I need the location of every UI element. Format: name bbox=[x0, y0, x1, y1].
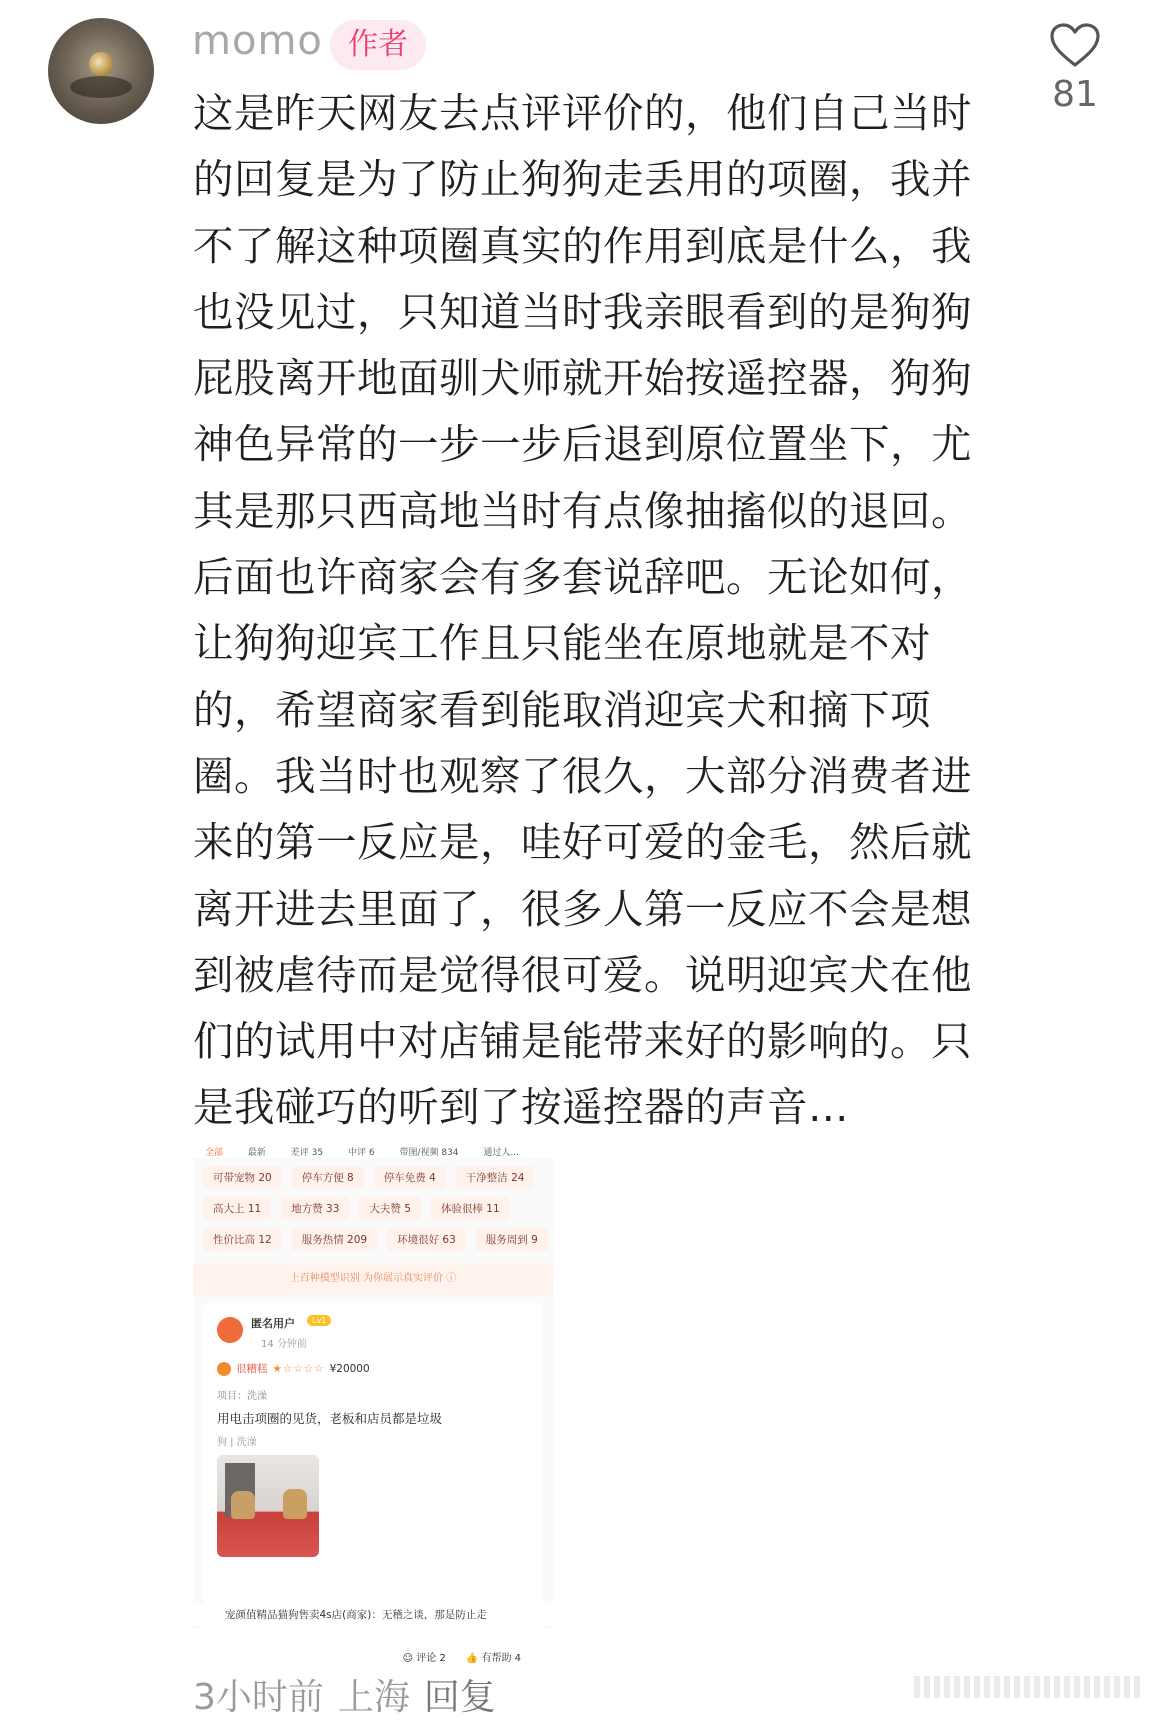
comment-meta bbox=[193, 1677, 510, 1718]
tab-all: 全部 bbox=[205, 1148, 224, 1158]
review-photo bbox=[217, 1455, 319, 1557]
tag: 性价比高 12 bbox=[203, 1228, 282, 1251]
comment-text: 这是昨天网友去点评评价的，他们自己当时 的回复是为了防止狗狗走丢用的项圈，我并 不了解这种项圈真实的作用到底是什么，我 也没见过，只知道当时我亲眼看到的是狗狗 屁股离开地面驯犬师就开始按遥控器，狗狗 神色异常的一步一步后退到原位置坐下，尤 其是那只西高地当时有点像抽搐似的退回。 后面也许商家会有多套说辞吧。无论如何， 让狗狗迎宾工作且只能坐在原地就是不对 的，希望商家看到能取消迎宾犬和摘下项 圈。我当时也观察了很久，大部分消费者进 来的第一反应是，哇好可爱的金毛，然后就 离开进去里面了，很多人第一反应不会是想 到被虐待而是觉得很可爱。说明迎宾犬在他 们的试用中对店铺是能带来好的影响的。只 是我碰巧的听到了按遥控器的声音… bbox=[193, 89, 972, 1132]
comment-count: ☺ 评论 2 bbox=[402, 1653, 446, 1664]
tag: 服务周到 9 bbox=[476, 1228, 548, 1251]
like-button[interactable] bbox=[1030, 22, 1120, 115]
tab-negative: 差评 35 bbox=[290, 1148, 324, 1158]
review-filter-tabs bbox=[193, 1148, 553, 1158]
ai-notice: 上百种模型识别 为你展示真实评价 ⓘ bbox=[193, 1263, 553, 1295]
reply-button[interactable]: 回复 bbox=[423, 1677, 496, 1718]
sad-face-icon bbox=[217, 1362, 231, 1376]
rating-label: 很糟糕 bbox=[236, 1363, 268, 1375]
user-avatar[interactable] bbox=[48, 18, 154, 124]
merchant-reply: 宠颜值精品猫狗售卖4s店(商家)：无稽之谈，那是防止走 bbox=[193, 1604, 585, 1626]
price: ¥20000 bbox=[329, 1362, 370, 1375]
review-actions bbox=[403, 1649, 521, 1664]
level-badge: Lv1 bbox=[307, 1315, 331, 1326]
tag: 体验很棒 11 bbox=[431, 1197, 510, 1220]
tag-row bbox=[193, 1189, 553, 1220]
tab-more: 通过人... bbox=[483, 1148, 519, 1158]
helpful-count: 👍 有帮助 4 bbox=[465, 1653, 521, 1664]
attached-screenshot[interactable] bbox=[193, 1148, 553, 1664]
photo-dog-right bbox=[283, 1489, 307, 1519]
project-label: 项目：洗澡 bbox=[217, 1391, 267, 1402]
review-time: 14 分钟前 bbox=[261, 1339, 307, 1350]
photo-dog-left bbox=[231, 1491, 255, 1519]
rating-stars: ★☆☆☆☆ bbox=[272, 1362, 325, 1375]
comment-location: 上海 bbox=[337, 1677, 410, 1718]
like-count: 81 bbox=[1052, 74, 1098, 115]
avatar-knob bbox=[89, 52, 113, 76]
avatar-base bbox=[70, 76, 132, 98]
tag: 环境很好 63 bbox=[387, 1228, 466, 1251]
review-category: 狗 | 洗澡 bbox=[217, 1437, 257, 1448]
author-badge: 作者 bbox=[330, 20, 426, 70]
review-card bbox=[203, 1303, 543, 1731]
tab-media: 带图/视频 834 bbox=[399, 1148, 459, 1158]
tag: 可带宠物 20 bbox=[203, 1166, 282, 1189]
comment-count-label: 评论 2 bbox=[416, 1653, 446, 1664]
heart-icon bbox=[1049, 22, 1101, 68]
tag: 干净整洁 24 bbox=[456, 1166, 535, 1189]
review-body: 用电击项圈的见货，老板和店员都是垃圾 bbox=[217, 1411, 443, 1426]
reviewer-name: 匿名用户 bbox=[251, 1317, 295, 1330]
tag: 服务热情 209 bbox=[292, 1228, 377, 1251]
reviewer-avatar bbox=[217, 1317, 243, 1343]
rating-row bbox=[217, 1361, 370, 1376]
username[interactable]: momo bbox=[192, 18, 323, 64]
tag: 高大上 11 bbox=[203, 1197, 271, 1220]
tab-neutral: 中评 6 bbox=[347, 1148, 375, 1158]
tag: 停车方便 8 bbox=[292, 1166, 364, 1189]
helpful-count-label: 有帮助 4 bbox=[481, 1653, 521, 1664]
tab-latest: 最新 bbox=[247, 1148, 266, 1158]
tag: 大夫赞 5 bbox=[359, 1197, 421, 1220]
tag: 停车免费 4 bbox=[374, 1166, 446, 1189]
tag: 地方赞 33 bbox=[281, 1197, 349, 1220]
tag-row bbox=[193, 1220, 553, 1251]
watermark bbox=[914, 1676, 1144, 1698]
comment-time: 3小时前 bbox=[193, 1677, 324, 1718]
tag-row bbox=[193, 1158, 553, 1189]
